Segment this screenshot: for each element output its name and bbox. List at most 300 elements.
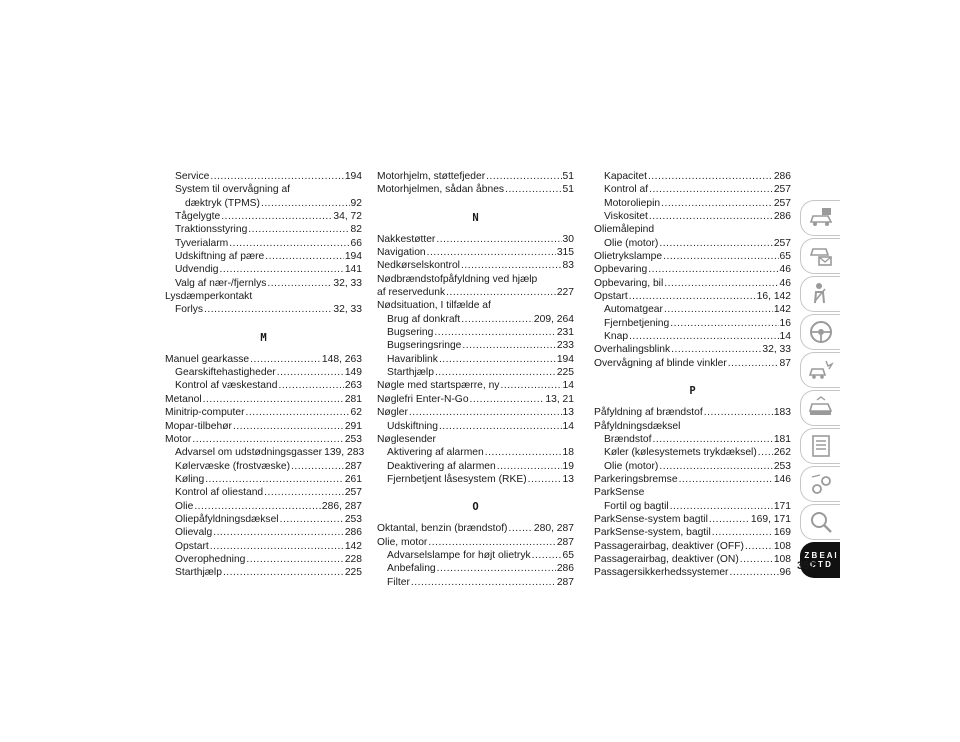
index-entry[interactable] <box>165 379 362 392</box>
dot-leader <box>277 366 344 379</box>
index-entry-label: Nøgler <box>377 407 408 419</box>
index-entry-label: Oktantal, benzin (brændstof) <box>377 523 508 535</box>
index-entry-page: 18 <box>562 447 574 459</box>
index-entry-label: Køling <box>175 473 205 485</box>
index-entry-label: dæktryk (TPMS) <box>185 197 260 209</box>
tab-car-mail[interactable] <box>800 238 840 274</box>
index-entry[interactable] <box>594 473 791 486</box>
dot-leader <box>745 540 773 553</box>
index-entry[interactable] <box>377 446 574 459</box>
tab-car-info[interactable] <box>800 200 840 236</box>
dot-leader <box>428 536 555 549</box>
dot-leader <box>528 473 562 486</box>
dot-leader <box>740 553 773 566</box>
index-entry-label: Starthjælp <box>387 367 434 379</box>
index-entry-page: 16, 142 <box>756 291 791 303</box>
index-entry-page: 281 <box>344 393 362 405</box>
index-entry[interactable] <box>165 406 362 419</box>
dot-leader <box>653 433 773 446</box>
index-heading: Oliemålepind <box>594 224 655 236</box>
dot-leader <box>663 250 778 263</box>
dot-leader <box>264 486 344 499</box>
index-entry-page: 19 <box>562 460 574 472</box>
index-entry[interactable] <box>594 446 791 459</box>
index-entry-page: 62 <box>350 407 362 419</box>
index-entry[interactable] <box>377 393 574 406</box>
index-entry-label: Motorhjelmen, sådan åbnes <box>377 184 505 196</box>
index-entry-page: 227 <box>556 287 574 299</box>
index-entry-label: Olie (motor) <box>604 237 659 249</box>
index-entry[interactable] <box>594 303 791 316</box>
dot-leader <box>497 460 562 473</box>
index-entry-label: Udskiftning <box>387 420 438 432</box>
index-entry-page: 13, 21 <box>545 393 574 405</box>
dot-leader <box>223 566 344 579</box>
page-number: 357 <box>797 560 816 572</box>
steering-wheel-icon <box>808 319 834 345</box>
checklist-icon <box>808 433 834 459</box>
dot-leader <box>436 233 561 246</box>
index-entry[interactable] <box>594 343 791 356</box>
index-entry-label: Metanol <box>165 393 202 405</box>
tab-search[interactable] <box>800 504 840 540</box>
index-entry-page: 92 <box>350 197 362 209</box>
index-entry-label: Havariblink <box>387 353 438 365</box>
section-letter: O <box>472 501 479 514</box>
index-entry-page: 181 <box>773 433 791 445</box>
index-entry-page: 257 <box>773 197 791 209</box>
index-entry-label: Manuel gearkasse <box>165 353 250 365</box>
index-entry-label: Advarsel om udstødningsgasser <box>175 447 323 459</box>
index-entry[interactable] <box>165 566 362 579</box>
index-entry-page: 87 <box>779 357 791 369</box>
index-column-1 <box>165 170 365 580</box>
index-entry[interactable] <box>377 170 574 183</box>
dot-leader <box>278 379 343 392</box>
index-entry-label: Udvendig <box>175 264 219 276</box>
car-service-icon <box>808 395 834 421</box>
dot-leader <box>246 553 343 566</box>
index-entry-label: Olievalg <box>175 527 213 539</box>
dot-leader <box>671 343 761 356</box>
dot-leader <box>648 263 778 276</box>
index-entry-page: 108 <box>773 540 791 552</box>
dot-leader <box>659 237 772 250</box>
index-entry[interactable] <box>377 522 574 535</box>
index-entry[interactable] <box>165 223 362 236</box>
index-entry-page: 209, 264 <box>533 313 574 325</box>
index-entry[interactable] <box>377 246 574 259</box>
index-entry-label: Olie, motor <box>377 536 428 548</box>
index-entry-page: 253 <box>344 513 362 525</box>
index-entry[interactable] <box>377 286 574 299</box>
index-entry[interactable] <box>594 460 791 473</box>
index-entry-page: 14 <box>562 380 574 392</box>
index-entry[interactable] <box>165 366 362 379</box>
dot-leader <box>649 210 773 223</box>
seatbelt-person-icon <box>808 281 834 307</box>
dot-leader <box>664 277 778 290</box>
index-entry-label: Køler (kølesystemets trykdæksel) <box>604 447 757 459</box>
index-entry[interactable] <box>165 237 362 250</box>
index-entry-page: 108 <box>773 553 791 565</box>
index-entry[interactable] <box>165 353 362 366</box>
index-entry-label: Fortil og bagtil <box>604 500 669 512</box>
dot-leader <box>648 170 773 183</box>
dot-leader <box>709 513 750 526</box>
dot-leader <box>229 237 349 250</box>
index-entry-label: Minitrip-computer <box>165 407 245 419</box>
index-entry-label: Olie (motor) <box>604 460 659 472</box>
dot-leader <box>470 393 545 406</box>
index-heading: Lysdæmperkontakt <box>165 291 253 303</box>
index-entry-page: 253 <box>344 433 362 445</box>
index-entry-label: Gearskiftehastigheder <box>175 367 276 379</box>
dot-leader <box>291 460 344 473</box>
index-entry-page: 262 <box>773 447 791 459</box>
index-entry-page: 96 <box>779 567 791 579</box>
index-entry-page: 169, 171 <box>750 513 791 525</box>
index-heading: Nødsituation, I tilfælde af <box>377 300 491 312</box>
index-entry-label: Knap <box>604 331 629 343</box>
index-entry-label: Motor <box>165 433 192 445</box>
dot-leader <box>203 393 344 406</box>
index-entry-label: Bugseringsringe <box>387 340 462 352</box>
index-heading: ParkSense <box>594 487 645 499</box>
index-entry-label: Traktionsstyring <box>175 224 248 236</box>
index-entry-label: Fjernbetjening <box>604 317 670 329</box>
dot-leader <box>437 562 556 575</box>
dot-leader <box>659 460 772 473</box>
dot-leader <box>679 473 773 486</box>
dot-leader <box>411 576 556 589</box>
index-entry-label: Opbevaring <box>594 264 648 276</box>
dot-leader <box>461 259 562 272</box>
section-letter: N <box>472 211 479 224</box>
car-info-icon <box>808 205 834 231</box>
dot-leader <box>670 500 773 513</box>
dot-leader <box>509 522 533 535</box>
index-entry-page: 82 <box>350 224 362 236</box>
index-entry-label: Kontrol af <box>604 184 649 196</box>
tab-seatbelt[interactable] <box>800 276 840 312</box>
index-entry[interactable] <box>377 460 574 473</box>
index-entry[interactable] <box>594 250 791 263</box>
index-entry-page: 46 <box>779 264 791 276</box>
chapter-tab-sidebar <box>800 200 840 580</box>
index-entry[interactable] <box>377 233 574 246</box>
index-heading: Nødbrændstofpåfyldning ved hjælp <box>377 273 538 285</box>
index-entry[interactable] <box>165 460 362 473</box>
dot-leader <box>280 513 344 526</box>
dot-leader <box>265 250 344 263</box>
index-entry-label: Viskositet <box>604 211 648 223</box>
index-entry[interactable] <box>165 486 362 499</box>
tab-car-crash[interactable] <box>800 352 840 388</box>
index-entry[interactable] <box>377 366 574 379</box>
index-entry-page: 194 <box>556 353 574 365</box>
dot-leader <box>446 286 556 299</box>
index-entry-label: Overvågning af blinde vinkler <box>594 357 727 369</box>
index-entry-label: Udskiftning af pære <box>175 251 265 263</box>
dot-leader <box>704 406 773 419</box>
index-entry-page: 34, 72 <box>333 211 362 223</box>
index-entry-page: 169 <box>773 527 791 539</box>
dot-leader <box>210 170 343 183</box>
index-column-3 <box>594 170 791 580</box>
index-entry[interactable] <box>377 259 574 272</box>
dot-leader <box>194 500 321 513</box>
index-entry[interactable] <box>594 237 791 250</box>
index-entry-label: Automatgear <box>604 304 663 316</box>
index-entry-page: 183 <box>773 407 791 419</box>
dot-leader <box>664 303 773 316</box>
index-entry[interactable] <box>594 357 791 370</box>
dot-leader <box>485 446 562 459</box>
index-entry-page: 65 <box>562 549 574 561</box>
index-entry-page: 13 <box>562 473 574 485</box>
dot-leader <box>427 246 556 259</box>
index-entry-label: Parkeringsbremse <box>594 473 678 485</box>
index-entry-page: 16 <box>779 317 791 329</box>
dot-leader <box>220 263 344 276</box>
index-entry[interactable] <box>377 379 574 392</box>
index-entry-page: 286 <box>556 563 574 575</box>
index-entry-page: 148, 263 <box>321 353 362 365</box>
index-entry[interactable] <box>594 277 791 290</box>
index-entry[interactable] <box>377 339 574 352</box>
index-entry-label: Kølervæske (frostvæske) <box>175 460 291 472</box>
index-entry-page: 263 <box>344 380 362 392</box>
section-letter: P <box>689 385 696 398</box>
index-entry-label: Bugsering <box>387 327 434 339</box>
index-entry-page: 286 <box>773 171 791 182</box>
index-entry-label: Motoroliepin <box>604 197 661 209</box>
index-entry-label: af reservedunk <box>377 287 446 299</box>
index-entry-page: 225 <box>556 367 574 379</box>
index-entry[interactable] <box>377 473 574 486</box>
index-entry[interactable] <box>594 500 791 513</box>
index-entry-label: Overophedning <box>175 553 246 565</box>
index-entry-page: 286 <box>773 211 791 223</box>
index-heading: Påfyldningsdæksel <box>594 420 681 432</box>
index-entry[interactable] <box>377 326 574 339</box>
dot-leader <box>250 353 321 366</box>
car-crash-icon <box>808 357 834 383</box>
index-heading: System til overvågning af <box>175 184 291 196</box>
index-entry-label: Aktivering af alarmen <box>387 447 484 459</box>
index-entry-page: 30 <box>562 233 574 245</box>
index-entry-label: Mopar-tilbehør <box>165 420 232 432</box>
index-entry[interactable] <box>594 317 791 330</box>
index-entry[interactable] <box>377 536 574 549</box>
index-entry[interactable] <box>377 420 574 433</box>
index-entry[interactable] <box>165 526 362 539</box>
index-entry[interactable] <box>377 406 574 419</box>
index-entry[interactable] <box>377 562 574 575</box>
index-entry[interactable] <box>165 263 362 276</box>
index-entry[interactable] <box>594 540 791 553</box>
index-entry[interactable] <box>165 446 365 459</box>
dot-leader <box>267 277 332 290</box>
index-entry-page: 315 <box>556 247 574 259</box>
index-entry-page: 32, 33 <box>333 277 362 289</box>
tab-checklist[interactable] <box>800 428 840 464</box>
index-entry-label: Kontrol af væskestand <box>175 380 278 392</box>
tab-audio[interactable] <box>800 466 840 502</box>
index-entry[interactable] <box>165 393 362 406</box>
index-entry-label: Filter <box>387 576 410 588</box>
index-entry-page: 253 <box>773 460 791 472</box>
index-column-2 <box>377 170 574 589</box>
index-entry[interactable] <box>594 526 791 539</box>
index-entry-label: Starthjælp <box>175 567 222 579</box>
index-entry[interactable] <box>594 433 791 446</box>
index-entry-label: Påfyldning af brændstof <box>594 407 703 419</box>
index-entry[interactable] <box>594 183 791 196</box>
index-entry-page: 291 <box>344 420 362 432</box>
dot-leader <box>505 183 561 196</box>
index-entry[interactable] <box>165 303 362 316</box>
index-heading: Nøglesender <box>377 433 436 445</box>
index-entry-page: 66 <box>350 237 362 249</box>
index-entry-page: 287 <box>344 460 362 472</box>
dot-leader <box>434 326 555 339</box>
dot-leader <box>192 433 343 446</box>
index-entry-page: 149 <box>344 367 362 379</box>
index-entry[interactable] <box>165 500 362 513</box>
index-entry-page: 231 <box>556 327 574 339</box>
index-entry[interactable] <box>377 353 574 366</box>
index-entry-label: Motorhjelm, støttefjeder <box>377 171 486 182</box>
index-entry-label: ParkSense-system bagtil <box>594 513 708 525</box>
dot-leader <box>661 197 773 210</box>
index-entry[interactable] <box>165 433 362 446</box>
index-entry[interactable] <box>165 513 362 526</box>
dot-leader <box>233 420 344 433</box>
index-entry[interactable] <box>377 576 574 589</box>
index-entry-label: Opbevaring, bil <box>594 277 664 289</box>
index-entry[interactable] <box>165 553 362 566</box>
index-letters-icon: Z B E A I C T D <box>804 551 837 569</box>
index-entry-label: Opstart <box>175 540 209 552</box>
index-entry-page: 146 <box>773 473 791 485</box>
index-entry-label: Forlys <box>175 304 204 316</box>
index-entry-label: Service <box>175 171 210 182</box>
index-entry-page: 142 <box>773 304 791 316</box>
magnifier-icon <box>808 509 834 535</box>
index-entry[interactable] <box>165 473 362 486</box>
index-entry-label: ParkSense-system, bagtil <box>594 527 711 539</box>
index-entry[interactable] <box>165 250 362 263</box>
index-entry-page: 13 <box>562 407 574 419</box>
index-entry[interactable] <box>165 540 362 553</box>
dot-leader <box>712 526 773 539</box>
index-entry-page: 261 <box>344 473 362 485</box>
dot-leader <box>729 566 778 579</box>
dot-leader <box>205 473 344 486</box>
index-entry-label: Overhalingsblink <box>594 344 671 356</box>
tab-steering[interactable] <box>800 314 840 350</box>
index-entry-label: Deaktivering af alarmen <box>387 460 496 472</box>
dot-leader <box>728 357 779 370</box>
audio-notes-icon <box>808 471 834 497</box>
index-entry-label: Kontrol af oliestand <box>175 487 264 499</box>
index-entry-page: 280, 287 <box>533 523 574 535</box>
index-entry-page: 287 <box>556 536 574 548</box>
index-entry[interactable] <box>594 566 791 579</box>
index-entry-page: 141 <box>344 264 362 276</box>
index-entry-label: Anbefaling <box>387 563 436 575</box>
index-entry-label: Brændstof <box>604 433 652 445</box>
dot-leader <box>439 353 556 366</box>
dot-leader <box>204 303 332 316</box>
dot-leader <box>629 290 756 303</box>
dot-leader <box>221 210 332 223</box>
index-entry[interactable] <box>377 549 574 562</box>
index-entry-page: 83 <box>562 260 574 272</box>
dot-leader <box>261 197 350 210</box>
index-entry-page: 139, 283 <box>324 447 365 459</box>
index-entry-page: 14 <box>779 331 791 343</box>
index-entry[interactable] <box>594 210 791 223</box>
index-entry-label: Tyverialarm <box>175 237 229 249</box>
index-entry[interactable] <box>377 313 574 326</box>
dot-leader <box>649 183 773 196</box>
index-entry-label: Opstart <box>594 291 628 303</box>
index-entry[interactable] <box>594 330 791 343</box>
index-entry-page: 257 <box>773 184 791 196</box>
index-entry[interactable] <box>594 406 791 419</box>
index-entry[interactable] <box>594 170 791 183</box>
index-entry[interactable] <box>377 183 574 196</box>
dot-leader <box>409 406 562 419</box>
dot-leader <box>210 540 344 553</box>
index-entry[interactable] <box>165 210 362 223</box>
car-mail-icon <box>808 243 834 269</box>
index-entry-label: Olie <box>175 500 194 512</box>
index-entry-page: 194 <box>344 171 362 182</box>
index-entry[interactable] <box>165 170 362 183</box>
index-entry-page: 51 <box>562 184 574 196</box>
dot-leader <box>629 330 778 343</box>
index-entry-label: Nakkestøtter <box>377 233 436 245</box>
index-entry[interactable] <box>165 420 362 433</box>
tab-car-service[interactable] <box>800 390 840 426</box>
index-entry[interactable] <box>165 277 362 290</box>
index-entry-label: Passagerairbag, deaktiver (OFF) <box>594 540 744 552</box>
dot-leader <box>213 526 344 539</box>
dot-leader <box>461 313 533 326</box>
index-entry-label: Nøgle med startspærre, ny <box>377 380 500 392</box>
dot-leader <box>532 549 562 562</box>
index-entry[interactable] <box>594 553 791 566</box>
dot-leader <box>758 446 773 459</box>
index-entry-label: Valg af nær-/fjernlys <box>175 277 267 289</box>
dot-leader <box>500 379 561 392</box>
index-entry-page: 32, 33 <box>762 344 791 356</box>
index-entry-label: Kapacitet <box>604 171 647 182</box>
index-entry-page: 65 <box>779 251 791 263</box>
index-entry[interactable] <box>165 197 362 210</box>
dot-leader <box>435 366 556 379</box>
section-letter: M <box>260 331 267 344</box>
index-entry[interactable] <box>594 290 791 303</box>
index-entry[interactable] <box>594 513 791 526</box>
index-entry[interactable] <box>594 197 791 210</box>
index-entry-page: 142 <box>344 540 362 552</box>
index-entry[interactable] <box>594 263 791 276</box>
